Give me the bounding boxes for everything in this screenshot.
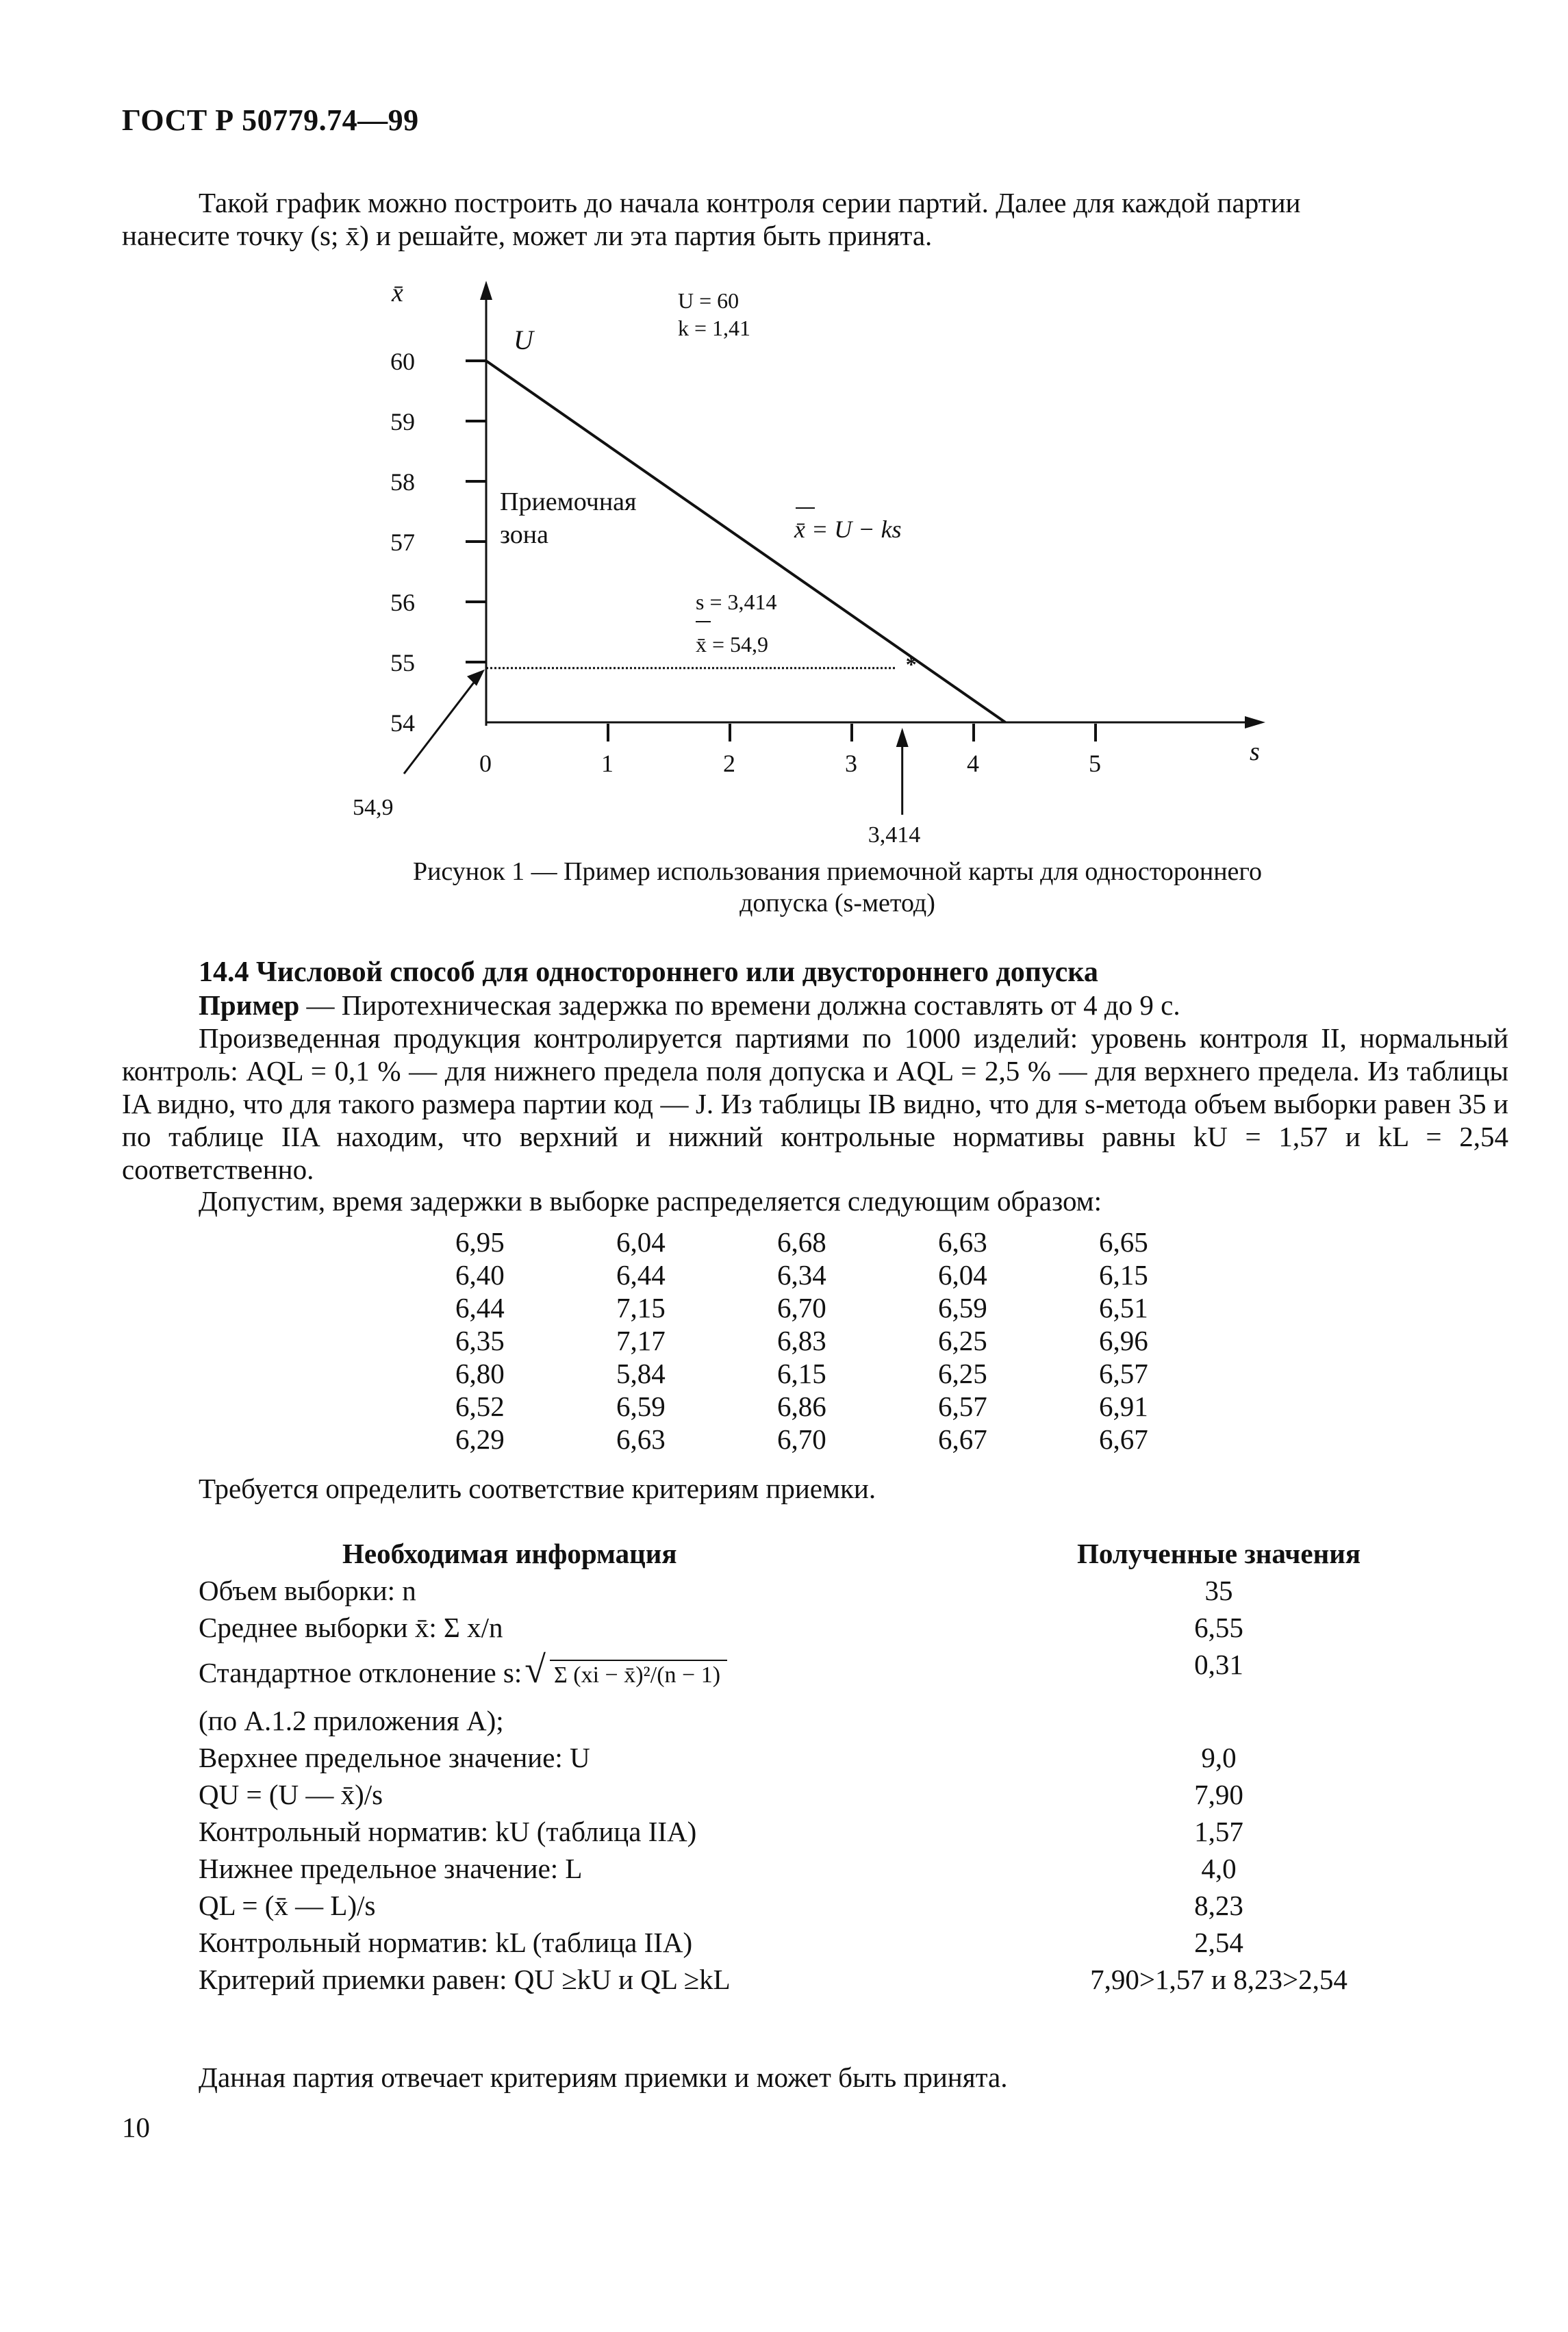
sample-value: 6,96 [1099,1325,1148,1356]
info-value: 8,23 [1194,1890,1243,1921]
x-axis-label: s [1250,737,1260,766]
sample-value: 6,57 [938,1391,987,1422]
info-table-row [199,1611,1404,1648]
sample-value: 6,40 [455,1259,505,1291]
zone-label-line-1: Приемочная [500,487,637,516]
y-tick-label: 56 [390,589,415,616]
info-value: 0,31 [1194,1649,1243,1680]
x-axis-arrow-icon [1245,716,1265,728]
s-marker-arrow-icon [896,728,909,747]
sample-value: 6,57 [1099,1358,1148,1389]
info-label: Критерий приемки равен: QU ≥kU и QL ≥kL [199,1964,731,1995]
paragraph-production: Произведенная продукция контролируется партиями по 1000 изделий: уровень контроля II, нормальный контроль: AQL = 0,1 % — для нижнего предела поля допуска и AQL = 2,5 % — для верхнего предела. Из таблицы IA видно, что для такого размера партии код — J. Из таблицы IB видно, что для s-метода объем выборки равен 35 и по таблице IIA находим, что верхний и нижний контрольные нормативы равны kU = 1,57 и kL = 2,54 соответственно. [122,1022,1508,1185]
sample-value: 6,63 [938,1226,987,1258]
info-label: QU = (U — x̄)/s [199,1779,383,1810]
x-tick-label: 3 [845,750,857,777]
figure-caption-line-1: Рисунок 1 — Пример использования приемочной карты для одностороннего [412,857,1263,886]
info-value: 2,54 [1194,1927,1243,1958]
document-header: ГОСТ Р 50779.74—99 [122,103,419,137]
sample-value: 6,25 [938,1325,987,1356]
sample-point: * [905,651,917,676]
paragraph-distribution: Допустим, время задержки в выборке распределяется следующим образом: [199,1185,1102,1217]
info-col-header-2: Полученные значения [1076,1538,1361,1569]
info-table-header [199,1537,1404,1574]
acceptance-chart-svg [301,274,1328,849]
y-axis-arrow-icon [480,281,492,300]
y-tick-label: 60 [390,348,415,375]
info-col-header-1: Необходимая информация [342,1538,677,1569]
info-value: 1,57 [1194,1816,1243,1847]
sample-value: 6,80 [455,1358,505,1389]
s-marker-label: 3,414 [868,822,921,848]
sample-value: 6,15 [1099,1259,1148,1291]
sample-value: 6,04 [616,1226,666,1258]
sample-value: 6,52 [455,1391,505,1422]
u-label: U [514,325,533,355]
sample-value: 6,34 [777,1259,826,1291]
sample-value: 6,68 [777,1226,826,1258]
info-value: 35 [1204,1575,1233,1606]
acceptance-chart [301,274,1328,849]
info-label: Контрольный норматив: kU (таблица IIA) [199,1816,697,1847]
sample-value: 6,25 [938,1358,987,1389]
sample-value: 6,65 [1099,1226,1148,1258]
x-tick-label: 1 [601,750,614,777]
xbar-marker-arrow-icon [467,670,485,686]
info-value: 9,0 [1201,1742,1237,1773]
sample-value: 6,70 [777,1423,826,1455]
info-label: Нижнее предельное значение: L [199,1853,583,1884]
param-k: k = 1,41 [678,316,751,340]
sample-value: 7,17 [616,1325,666,1356]
info-table-row [199,1889,1404,1926]
line-equation: x̄ = U − ks [794,516,902,543]
sample-value: 6,95 [455,1226,505,1258]
info-label: (по А.1.2 приложения А); [199,1705,504,1736]
sample-value: 6,91 [1099,1391,1148,1422]
sample-value: 6,35 [455,1325,505,1356]
y-axis-label: x̄ [392,279,403,307]
info-table-row [199,1778,1404,1815]
intro-line-2: нанесите точку (s; x̄) и решайте, может ли эта партия быть принята. [122,220,933,251]
xbar-value: x̄ = 54,9 [696,632,769,657]
info-table-row [199,1852,1404,1889]
info-table [199,1537,1404,2000]
zone-label-line-2: зона [500,520,548,549]
s-value: s = 3,414 [696,590,777,614]
y-tick-label: 54 [390,709,415,737]
std-dev-formula: Σ (xi − x̄)²/(n − 1) [550,1660,727,1688]
sample-value: 6,63 [616,1423,666,1455]
sample-value: 6,86 [777,1391,826,1422]
info-table-row [199,1963,1404,2000]
info-table-row [199,1648,1404,1704]
info-value: 6,55 [1194,1612,1243,1643]
info-label: Объем выборки: n [199,1575,416,1606]
sample-value: 6,29 [455,1423,505,1455]
info-table-row [199,1926,1404,1963]
info-value: 7,90>1,57 и 8,23>2,54 [1090,1964,1348,1995]
info-label: Верхнее предельное значение: U [199,1742,590,1773]
page-number: 10 [122,2112,150,2143]
sample-value: 6,15 [777,1358,826,1389]
info-value: 4,0 [1201,1853,1237,1884]
figure-caption [122,856,1553,919]
conclusion-text: Данная партия отвечает критериям приемки и может быть принята. [199,2062,1008,2093]
figure-caption-line-2: допуска (s-метод) [739,889,935,917]
sample-data-table [455,1226,1202,1456]
sample-value: 7,15 [616,1292,666,1323]
info-value: 7,90 [1194,1779,1243,1810]
xbar-marker-line [404,674,481,774]
example-text: — Пиротехническая задержка по времени должна составлять от 4 до 9 с. [299,989,1180,1021]
x-tick-label: 4 [967,750,979,777]
sample-value: 6,44 [455,1292,505,1323]
example-label: Пример [199,989,300,1021]
info-label: Среднее выборки x̄: Σ x/n [199,1612,503,1643]
y-tick-label: 57 [390,529,415,556]
info-table-row [199,1574,1404,1611]
sample-value: 6,04 [938,1259,987,1291]
sample-value: 6,59 [938,1292,987,1323]
section-title: 14.4 Числовой способ для одностороннего или двустороннего допуска [199,956,1098,988]
y-tick-label: 59 [390,408,415,435]
sample-value: 6,70 [777,1292,826,1323]
info-table-row [199,1741,1404,1778]
intro-line-1: Такой график можно построить до начала контроля серии партий. Далее для каждой партии [199,187,1301,218]
info-table-row [199,1704,1404,1741]
y-tick-label: 55 [390,649,415,676]
sample-value: 6,51 [1099,1292,1148,1323]
info-label: QL = (x̄ — L)/s [199,1890,376,1921]
sample-value: 6,59 [616,1391,666,1422]
info-table-row [199,1815,1404,1852]
sample-value: 5,84 [616,1358,666,1389]
y-tick-label: 58 [390,468,415,496]
sample-value: 6,83 [777,1325,826,1356]
info-label: Стандартное отклонение s:√ Σ (xi − x̄)²/(n − 1) [199,1648,727,1692]
sample-value: 6,67 [938,1423,987,1455]
requirement-text: Требуется определить соответствие критериям приемки. [199,1473,876,1504]
x-tick-label: 0 [479,750,492,777]
sample-value: 6,44 [616,1259,666,1291]
param-u: U = 60 [678,288,739,313]
x-tick-label: 5 [1089,750,1101,777]
xbar-marker-label: 54,9 [353,795,394,820]
sqrt-icon: √ [524,1649,546,1691]
info-label: Контрольный норматив: kL (таблица IIA) [199,1927,693,1958]
example-line [199,989,1180,1022]
sample-value: 6,67 [1099,1423,1148,1455]
x-tick-label: 2 [723,750,735,777]
